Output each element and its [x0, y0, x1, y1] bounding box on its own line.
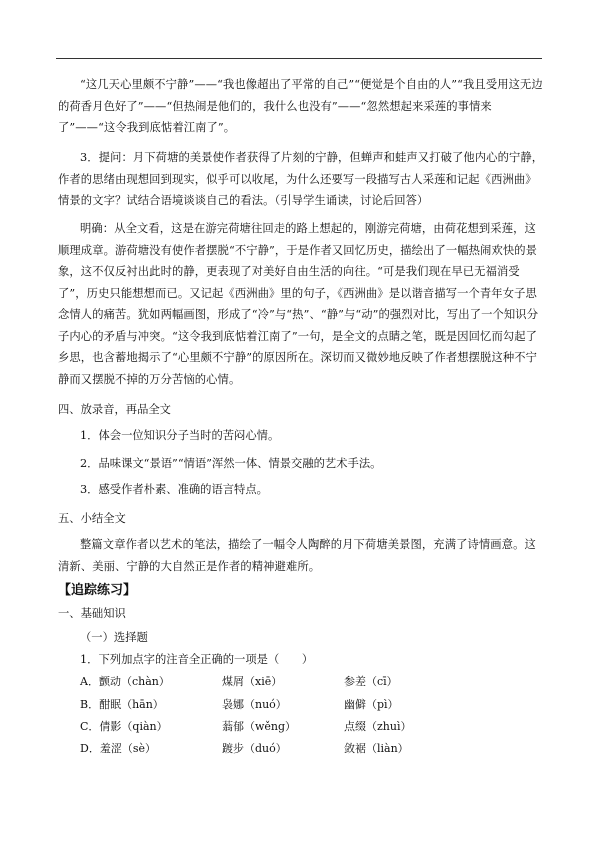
basic-knowledge-title: 一、基础知识	[58, 607, 126, 620]
header-rule	[56, 58, 542, 59]
option-d-1: D．羞涩（sè）	[80, 742, 156, 755]
question-1: 1．下列加点字的注音全正确的一项是（ ）	[80, 653, 314, 666]
option-b-1: B．酣眠（hān）	[80, 698, 164, 711]
summary-paragraph: 整篇文章作者以艺术的笔法，描绘了一幅令人陶醉的月下荷塘美景图，充满了诗情画意。这清新、美丽、宁静的大自然正是作者的精神避难所。	[58, 538, 536, 573]
section-4-item-3: 3．感受作者朴素、准确的语言特点。	[80, 483, 268, 496]
option-d-2: 踱步（duó）	[222, 742, 287, 755]
section-4-item-1: 1．体会一位知识分子当时的苦闷心情。	[80, 429, 280, 442]
section-4-item-2: 2．品味课文“景语”“情语”浑然一体、情景交融的艺术手法。	[80, 457, 382, 470]
option-a-3: 参差（cī）	[344, 675, 398, 688]
question-3-paragraph: 3．提问：月下荷塘的美景使作者获得了片刻的宁静，但蝉声和蛙声又打破了他内心的宁静，作者的思绪由现想回到现实，似乎可以收尾，为什么还要写一段描写古人采莲和记起《西洲曲》情景的文字？试结合语境谈谈自己的看法。（引导学生诵读，讨论后回答）	[58, 151, 544, 207]
option-c-1: C．倩影（qiàn）	[80, 720, 168, 733]
option-a-2: 煤屑（xiē）	[222, 675, 283, 688]
section-4-title: 四、放录音，再品全文	[58, 403, 171, 416]
option-a-1: A．颤动（chàn）	[80, 675, 170, 688]
option-c-3: 点缀（zhuì）	[344, 720, 412, 733]
section-5-title: 五、小结全文	[58, 512, 126, 525]
option-c-2: 蓊郁（wěng）	[222, 720, 297, 733]
answer-paragraph: 明确：从全文看，这是在游完荷塘往回走的路上想起的，刚游完荷塘，由荷花想到采莲，这顺理成章。游荷塘没有使作者摆脱“不宁静”，于是作者又回忆历史，描绘出了一幅热闹欢快的景象，这不仅反衬出此时的静，更表现了对美好自由生活的向往。“可是我们现在早已无福消受了”，历史只能想想而已。又记起《西洲曲》里的句子，《西洲曲》是以谐音描写一个青年女子思念情人的痛苦。犹如两幅画图，形成了“冷”与“热”、“静”与“动”的强烈对比，写出了一个知识分子内心的矛盾与冲突。“这令我到底惦着江南了”一句，是全文的点睛之笔，既是因回忆而勾起了乡思，也含蓄地揭示了“心里颇不宁静”的原因所在。深切而又微妙地反映了作者想摆脱这种不宁静而又摆脱不掉的万分苦恼的心情。	[58, 222, 539, 386]
option-d-3: 敛裾（liàn）	[344, 742, 409, 755]
option-b-3: 幽僻（pì）	[344, 698, 399, 711]
option-b-2: 袅娜（nuó）	[222, 698, 287, 711]
choice-question-title: （一）选择题	[80, 631, 148, 644]
practice-heading: 【追踪练习】	[58, 583, 137, 598]
quote-chain-paragraph: “这几天心里颇不宁静”——“我也像超出了平常的自己”“便觉是个自由的人”“我且受用这无边的荷香月色好了”——“但热闹是他们的，我什么也没有”——“忽然想起来采莲的事情来了”——“这令我到底惦着江南了”。	[58, 78, 543, 134]
